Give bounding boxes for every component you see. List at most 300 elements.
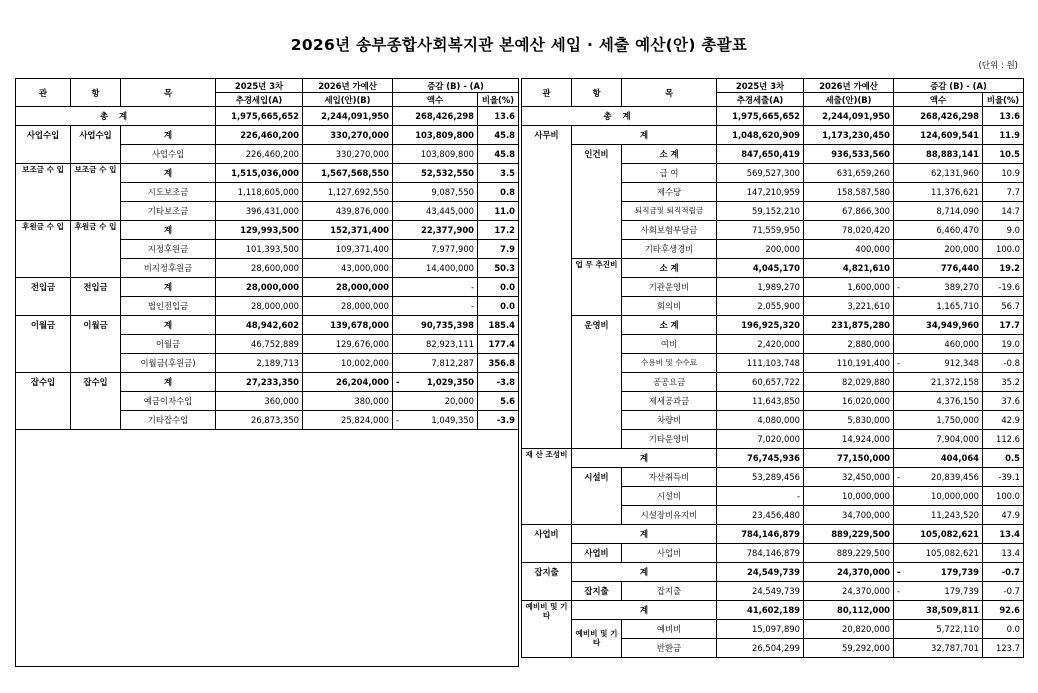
mok-cell: 잡지출 [622,582,717,601]
prev-cell: 76,745,936 [717,449,804,468]
ratio-cell: 0.0 [478,297,519,316]
mok-cell: 기타운영비 [622,430,717,449]
hang-cell: 전입금 [71,278,121,316]
minus-sign: - [897,586,901,596]
mok-cell: 수용비 및 수수료 [622,354,717,373]
minus-sign: - [897,472,901,482]
ratio-cell: 45.8 [478,126,519,145]
diff-value: 1,049,350 [431,415,474,425]
diff-cell: 82,923,111 [393,335,478,354]
mok-cell: 급 여 [622,164,717,183]
prev-cell: 24,549,739 [717,582,804,601]
prev-cell: 847,650,419 [717,145,804,164]
table-row [16,164,519,183]
hang-cell: 운영비 [572,316,622,449]
mok-cell: 자산취득비 [622,468,717,487]
curr-cell: 10,002,000 [303,354,393,373]
ratio-cell: 100.0 [983,487,1024,506]
diff-cell: 124,609,541 [894,126,983,145]
header-prev-top: 2025년 3차 [717,79,804,93]
diff-cell [393,373,478,392]
diff-cell: 43,445,000 [393,202,478,221]
mok-cell: 이월금(후원금) [121,354,216,373]
header-curr: 세입(안)(B) [303,93,393,107]
curr-cell: 20,820,000 [804,620,894,639]
curr-cell: 77,150,000 [804,449,894,468]
curr-cell: 129,676,000 [303,335,393,354]
mok-cell: 제세공과금 [622,392,717,411]
table-row [522,582,1024,601]
mok-cell: 차량비 [622,411,717,430]
header-mok: 목 [622,79,717,107]
table-row [522,601,1024,620]
ratio-cell: -0.8 [983,354,1024,373]
curr-cell: 43,000,000 [303,259,393,278]
prev-cell: 2,189,713 [216,354,303,373]
prev-cell: 26,504,299 [717,639,804,658]
ratio-cell: 10.5 [983,145,1024,164]
table-row [522,525,1024,544]
prev-cell: 26,873,350 [216,411,303,430]
curr-cell: 158,587,580 [804,183,894,202]
curr-cell: 28,000,000 [303,278,393,297]
header-mok: 목 [121,79,216,107]
minus-sign: - [897,282,901,292]
mok-cell: 이월금 [121,335,216,354]
table-row [522,468,1024,487]
header-gwan: 관 [38,87,48,98]
prev-cell: 59,152,210 [717,202,804,221]
diff-cell [894,563,983,582]
header-diff-amount: 액수 [393,93,478,107]
sum-label: 계 [121,278,216,297]
ratio-cell: 17.2 [478,221,519,240]
diff-cell: 7,812,287 [393,354,478,373]
sum-label: 소 계 [622,145,717,164]
diff-cell: 88,883,141 [894,145,983,164]
curr-cell: 330,270,000 [303,126,393,145]
curr-cell: 67,866,300 [804,202,894,221]
mok-cell: 예비비 [622,620,717,639]
hang-cell: 보조금 수 입 [71,164,121,221]
diff-value: 1,029,350 [426,377,474,387]
ratio-cell: 47.9 [983,506,1024,525]
ratio-cell: 7.9 [478,240,519,259]
mok-cell: 제수당 [622,183,717,202]
curr-cell: 439,876,000 [303,202,393,221]
prev-cell: 226,460,200 [216,145,303,164]
curr-cell: 1,173,230,450 [804,126,894,145]
diff-cell: 90,735,398 [393,316,478,335]
curr-cell: 380,000 [303,392,393,411]
gwan-cell: 재 산 조성비 [522,449,572,525]
prev-cell: 360,000 [216,392,303,411]
curr-cell: 139,678,000 [303,316,393,335]
diff-cell: 776,440 [894,259,983,278]
prev-cell: 111,103,748 [717,354,804,373]
diff-cell: 1,165,710 [894,297,983,316]
mok-cell: 지정후원금 [121,240,216,259]
prev-cell: 1,118,605,000 [216,183,303,202]
diff-cell [894,582,983,601]
prev-cell: 15,097,890 [717,620,804,639]
curr-cell: 28,000,000 [303,297,393,316]
diff-cell: 10,000,000 [894,487,983,506]
diff-cell: 6,460,470 [894,221,983,240]
curr-cell: 631,659,260 [804,164,894,183]
gwan-cell: 이월금 [16,316,71,373]
prev-cell: 7,020,000 [717,430,804,449]
curr-cell: 24,370,000 [804,563,894,582]
header-curr-top: 2026년 가예산 [303,79,393,93]
diff-cell: 7,904,000 [894,430,983,449]
mok-cell: 시도보조금 [121,183,216,202]
curr-cell: 34,700,000 [804,506,894,525]
curr-cell: 110,191,400 [804,354,894,373]
diff-cell: 105,082,621 [894,544,983,563]
table-row [16,221,519,240]
diff-cell [894,354,983,373]
mok-cell: 사회보험부담금 [622,221,717,240]
diff-cell: 4,376,150 [894,392,983,411]
ratio-cell: 42.9 [983,411,1024,430]
header-diff-top: 증감 (B) - (A) [393,79,519,93]
gwan-cell: 잡수입 [16,373,71,430]
diff-cell: 34,949,960 [894,316,983,335]
curr-cell: 1,567,568,550 [303,164,393,183]
total-row [522,107,1024,126]
prev-cell: 46,752,889 [216,335,303,354]
mok-cell: 시설비 [622,487,717,506]
header-diff-amount: 액수 [894,93,983,107]
total-diff: 268,426,298 [393,107,478,126]
ratio-cell: -39.1 [983,468,1024,487]
mok-cell: 퇴직금및 퇴직적립금 [622,202,717,221]
sum-label: 계 [121,221,216,240]
diff-cell: 460,000 [894,335,983,354]
curr-cell: 1,600,000 [804,278,894,297]
ratio-cell: 13.4 [983,544,1024,563]
prev-cell: 24,549,739 [717,563,804,582]
ratio-cell: 112.6 [983,430,1024,449]
curr-cell: 16,020,000 [804,392,894,411]
ratio-cell: 11.9 [983,126,1024,145]
header-diff-ratio: 비율(%) [983,93,1024,107]
prev-cell: 28,000,000 [216,297,303,316]
curr-cell: 1,127,692,550 [303,183,393,202]
ratio-cell: 100.0 [983,240,1024,259]
diff-cell: 38,509,811 [894,601,983,620]
income-table [15,78,519,667]
prev-cell: 784,146,879 [717,544,804,563]
mok-cell: 기관운영비 [622,278,717,297]
prev-cell: 2,420,000 [717,335,804,354]
total-diff: 268,426,298 [894,107,983,126]
mok-cell: 반환금 [622,639,717,658]
ratio-cell: -19.6 [983,278,1024,297]
diff-cell: 20,000 [393,392,478,411]
diff-cell: 22,377,900 [393,221,478,240]
prev-cell: 129,993,500 [216,221,303,240]
diff-cell: 9,087,550 [393,183,478,202]
diff-cell [894,468,983,487]
prev-cell: 147,210,959 [717,183,804,202]
ratio-cell: 19.0 [983,335,1024,354]
curr-cell: 5,830,000 [804,411,894,430]
diff-cell [894,278,983,297]
prev-cell: 1,048,620,909 [717,126,804,145]
curr-cell: 4,821,610 [804,259,894,278]
minus-sign: - [897,567,901,577]
diff-cell: 5,722,110 [894,620,983,639]
ratio-cell: 17.7 [983,316,1024,335]
table-row [16,126,519,145]
ratio-cell: 356.8 [478,354,519,373]
curr-cell: 400,000 [804,240,894,259]
sum-label: 계 [572,126,717,145]
ratio-cell: 3.5 [478,164,519,183]
gwan-cell: 예비비 및 기타 [522,601,572,658]
sum-label: 소 계 [622,259,717,278]
mok-cell: 공공요금 [622,373,717,392]
curr-cell: 936,533,560 [804,145,894,164]
diff-value: 912,348 [944,358,979,368]
sum-label: 소 계 [622,316,717,335]
diff-cell: 1,750,000 [894,411,983,430]
diff-cell: 7,977,900 [393,240,478,259]
total-curr: 2,244,091,950 [303,107,393,126]
curr-cell: 231,875,280 [804,316,894,335]
total-prev: 1,975,665,652 [216,107,303,126]
ratio-cell: 177.4 [478,335,519,354]
mok-cell: 기타잡수입 [121,411,216,430]
diff-cell: 21,372,158 [894,373,983,392]
ratio-cell: 0.8 [478,183,519,202]
ratio-cell: 14.7 [983,202,1024,221]
table-row [16,278,519,297]
mok-cell: 예금이자수입 [121,392,216,411]
table-row [522,620,1024,639]
ratio-cell: 185.4 [478,316,519,335]
curr-cell: 82,029,880 [804,373,894,392]
prev-cell: - [717,487,804,506]
sum-label: 계 [121,126,216,145]
curr-cell: 330,270,000 [303,145,393,164]
ratio-cell: 56.7 [983,297,1024,316]
prev-cell: 60,657,722 [717,373,804,392]
sum-label: 계 [572,525,717,544]
ratio-cell: -3.9 [478,411,519,430]
diff-cell: - [393,297,478,316]
diff-cell: 105,082,621 [894,525,983,544]
prev-cell: 27,233,350 [216,373,303,392]
total-row [16,107,519,126]
prev-cell: 1,515,036,000 [216,164,303,183]
ratio-cell: 50.3 [478,259,519,278]
diff-cell: 52,532,550 [393,164,478,183]
curr-cell: 3,221,610 [804,297,894,316]
hang-cell: 사업수입 [71,126,121,164]
diff-cell: 62,131,960 [894,164,983,183]
mok-cell: 회의비 [622,297,717,316]
gwan-cell: 잡지출 [522,563,572,601]
curr-cell: 2,880,000 [804,335,894,354]
ratio-cell: -0.7 [983,582,1024,601]
prev-cell: 48,942,602 [216,316,303,335]
header-curr: 세출(안)(B) [804,93,894,107]
sum-label: 계 [572,449,717,468]
header-diff-top: 증감 (B) - (A) [894,79,1024,93]
mok-cell: 기타후생경비 [622,240,717,259]
curr-cell: 152,371,400 [303,221,393,240]
minus-sign: - [396,377,400,387]
ratio-cell: 0.0 [983,620,1024,639]
prev-cell: 28,000,000 [216,278,303,297]
mok-cell: 비지정후원금 [121,259,216,278]
hang-cell: 시설비 [572,468,622,525]
diff-cell: 11,243,520 [894,506,983,525]
ratio-cell: 0.0 [478,278,519,297]
unit-label: (단위 : 원) [978,61,1018,71]
prev-cell: 23,456,480 [717,506,804,525]
header-prev: 추경세입(A) [216,93,303,107]
header-hang: 항 [572,79,622,107]
header-diff-ratio: 비율(%) [478,93,519,107]
ratio-cell: 19.2 [983,259,1024,278]
total-label: 총 계 [16,107,216,126]
total-ratio: 13.6 [478,107,519,126]
expense-table [521,78,1024,658]
table-row [522,126,1024,145]
diff-value: 20,839,456 [931,472,979,482]
curr-cell: 889,229,500 [804,544,894,563]
mok-cell: 사업비 [622,544,717,563]
ratio-cell: 10.9 [983,164,1024,183]
hang-cell: 잡지출 [572,582,622,601]
ratio-cell: 5.6 [478,392,519,411]
header-curr-top: 2026년 가예산 [804,79,894,93]
sum-label: 계 [572,563,717,582]
curr-cell: 14,924,000 [804,430,894,449]
prev-cell: 41,602,189 [717,601,804,620]
curr-cell: 32,450,000 [804,468,894,487]
prev-cell: 196,925,320 [717,316,804,335]
gwan-cell: 사업비 [522,525,572,563]
curr-cell: 24,370,000 [804,582,894,601]
diff-cell: 14,400,000 [393,259,478,278]
ratio-cell: 0.5 [983,449,1024,468]
gwan-cell: 후원금 수 입 [16,221,71,278]
ratio-cell: 35.2 [983,373,1024,392]
header-prev-top: 2025년 3차 [216,79,303,93]
hang-cell: 이월금 [71,316,121,373]
empty-area [16,430,519,667]
minus-sign: - [396,415,400,425]
ratio-cell: -0.7 [983,563,1024,582]
curr-cell: 10,000,000 [804,487,894,506]
total-curr: 2,244,091,950 [804,107,894,126]
header-prev: 추경세출(A) [717,93,804,107]
mok-cell: 시설장비유지비 [622,506,717,525]
hang-cell: 사업비 [572,544,622,563]
sum-label: 계 [121,164,216,183]
diff-cell: 404,064 [894,449,983,468]
page-title: 2026년 송부종합사회복지관 본예산 세입 · 세출 예산(안) 총괄표 [290,36,748,54]
prev-cell: 569,527,300 [717,164,804,183]
sum-label: 계 [121,373,216,392]
diff-value: 179,739 [940,567,979,577]
prev-cell: 396,431,000 [216,202,303,221]
gwan-cell: 사업수입 [16,126,71,164]
sum-label: 계 [121,316,216,335]
hang-cell: 예비비 및 기타 [572,620,622,658]
total-prev: 1,975,665,652 [717,107,804,126]
curr-cell: 26,204,000 [303,373,393,392]
prev-cell: 200,000 [717,240,804,259]
table-row [522,449,1024,468]
curr-cell: 78,020,420 [804,221,894,240]
prev-cell: 784,146,879 [717,525,804,544]
gwan-cell: 사무비 [522,126,572,449]
mok-cell: 법인전입금 [121,297,216,316]
gwan-cell: 보조금 수 입 [16,164,71,221]
sum-label: 계 [572,601,717,620]
ratio-cell: 45.8 [478,145,519,164]
diff-cell: 32,787,701 [894,639,983,658]
table-row [522,316,1024,335]
table-row [16,316,519,335]
prev-cell: 2,055,900 [717,297,804,316]
table-row [522,145,1024,164]
prev-cell: 4,045,170 [717,259,804,278]
ratio-cell: 11.0 [478,202,519,221]
hang-cell: 후원금 수 입 [71,221,121,278]
prev-cell: 1,989,270 [717,278,804,297]
ratio-cell: 7.7 [983,183,1024,202]
prev-cell: 226,460,200 [216,126,303,145]
table-row [522,544,1024,563]
diff-cell: 200,000 [894,240,983,259]
ratio-cell: 37.6 [983,392,1024,411]
empty-row [16,430,519,667]
curr-cell: 889,229,500 [804,525,894,544]
diff-cell: 11,376,621 [894,183,983,202]
mok-cell: 여비 [622,335,717,354]
prev-cell: 53,289,456 [717,468,804,487]
diff-cell [393,411,478,430]
gwan-cell: 전입금 [16,278,71,316]
ratio-cell: 13.4 [983,525,1024,544]
prev-cell: 11,643,850 [717,392,804,411]
curr-cell: 25,824,000 [303,411,393,430]
mok-cell: 사업수입 [121,145,216,164]
curr-cell: 59,292,000 [804,639,894,658]
prev-cell: 71,559,950 [717,221,804,240]
prev-cell: 28,600,000 [216,259,303,278]
hang-cell: 잡수입 [71,373,121,430]
prev-cell: 4,080,000 [717,411,804,430]
table-row [522,563,1024,582]
table-row [16,373,519,392]
diff-cell: - [393,278,478,297]
ratio-cell: 9.0 [983,221,1024,240]
diff-value: 179,739 [944,586,979,596]
curr-cell: 109,371,400 [303,240,393,259]
minus-sign: - [897,358,901,368]
total-label: 총 계 [522,107,717,126]
total-ratio: 13.6 [983,107,1024,126]
table-row [522,259,1024,278]
